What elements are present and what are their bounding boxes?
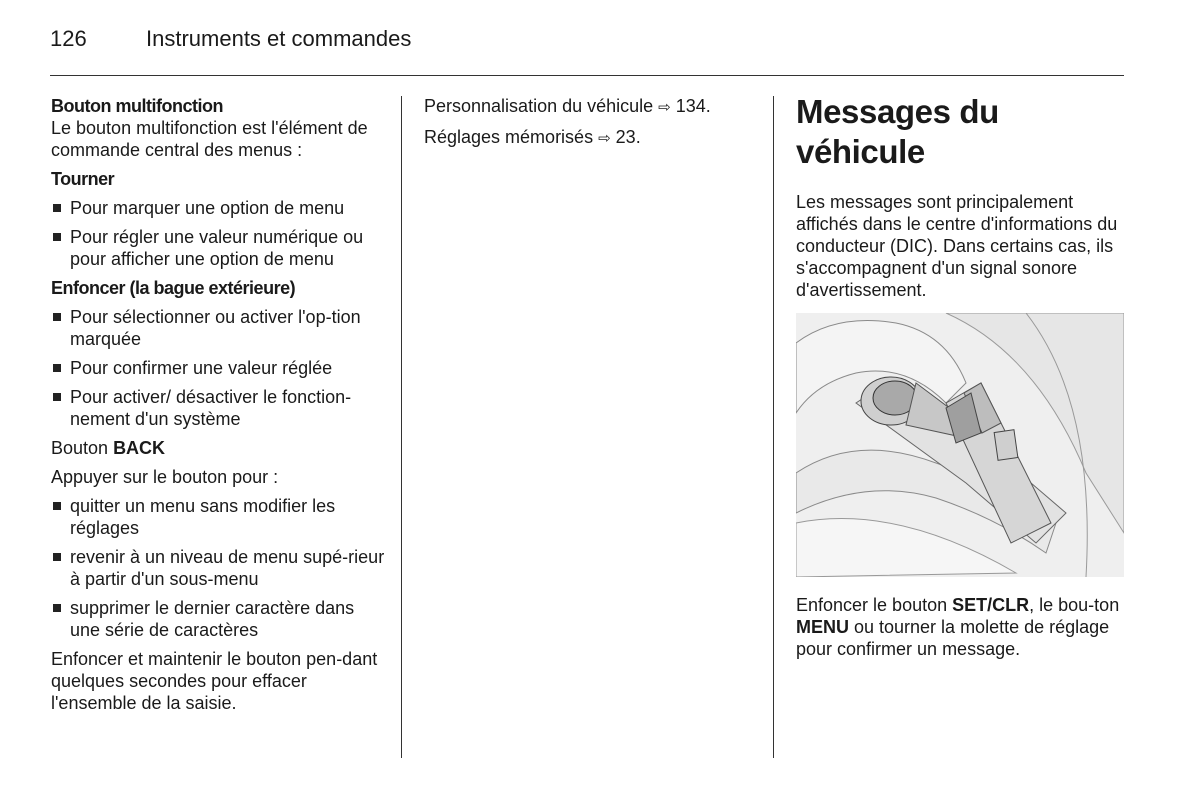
list-item: quitter un menu sans modifier les réglages [51,495,386,539]
bullet-square-icon [53,233,61,241]
section-header-title: Instruments et commandes [146,26,412,51]
column-left [51,95,386,714]
list-item: Pour régler une valeur numérique ou pour afficher une option de menu [51,226,386,270]
section-title: Messages du véhicule [796,93,999,170]
multifunction-intro: Le bouton multifonction est l'élément de commande central des menus : [51,118,368,160]
bullet-square-icon [53,364,61,372]
bullet-square-icon [53,502,61,510]
bullet-square-icon [53,604,61,612]
list-item: Pour activer/ désactiver le fonction-nement d'un système [51,386,386,430]
turn-signal-stalk-drawing [796,313,1124,577]
figure-caption: Enfoncer le bouton SET/CLR, le bou-ton MENU ou tourner la molette de réglage pour confirmer un message. [796,595,1120,659]
set-clr-label: SET/CLR [952,595,1030,615]
page-reference-arrow-icon: ⇨ [658,99,671,116]
list-item: supprimer le dernier caractère dans une série de caractères [51,597,386,641]
bullet-square-icon [53,313,61,321]
menu-label: MENU [796,617,849,637]
column-divider [401,96,402,758]
bullet-square-icon [53,393,61,401]
cross-reference: Réglages mémorisés ⇨ 23. [424,127,641,147]
column-middle [424,95,754,150]
column-right [796,92,1126,660]
press-heading: Enfoncer (la bague extérieure) [51,278,296,298]
column-divider [773,96,774,758]
hold-paragraph: Enfoncer et maintenir le bouton pen-dant quelques secondes pour effacer l'ensemble de la saisie. [51,649,378,713]
list-item: Pour sélectionner ou activer l'op-tion marquée [51,306,386,350]
stalk-illustration [796,313,1124,577]
back-intro: Appuyer sur le bouton pour : [51,467,279,487]
turn-heading: Tourner [51,169,115,189]
page-number: 126 [50,26,87,51]
bullet-square-icon [53,553,61,561]
list-item: Pour confirmer une valeur réglée [51,357,386,379]
page-reference-arrow-icon: ⇨ [598,130,611,147]
cross-reference: Personnalisation du véhicule ⇨ 134. [424,96,711,116]
multifunction-heading: Bouton multifonction [51,96,223,116]
list-item: revenir à un niveau de menu supé-rieur à partir d'un sous-menu [51,546,386,590]
list-item: Pour marquer une option de menu [51,197,386,219]
messages-intro: Les messages sont principalement affichés dans le centre d'informations du conducteur (DIC). Dans certains cas, ils s'accompagnent d'un signal sonore d'avertissement. [796,192,1118,300]
back-button-line: Bouton BACK [51,438,166,458]
header-rule [50,75,1124,76]
back-label: BACK [113,438,166,458]
bullet-square-icon [53,204,61,212]
